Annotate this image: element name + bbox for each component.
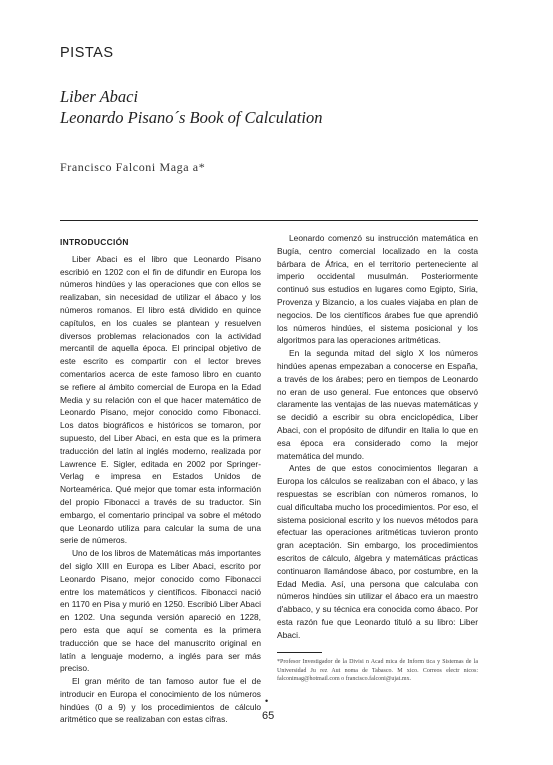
- paragraph: Leonardo comenzó su instrucción matemática en Bugía, centro comercial localizado en la costa bárbara de África, en el territorio perteneciente al imperio occidental musulmán. Posteriormente continuó sus estudios en lugares como Egipto, Siria, Provenza y Bizancio, a los cuales viajaba en plan de negocios. De los científicos árabes fue que aprendió los números hindúes, el sistema posicional y los algoritmos para las operaciones aritméticas.: [277, 233, 478, 346]
- section-label: PISTAS: [60, 45, 114, 61]
- page-number: 65: [262, 710, 275, 722]
- section-heading: INTRODUCCIÓN: [60, 237, 129, 247]
- paragraph: Uno de los libros de Matemáticas más importantes del siglo XIII en Europa es Liber Abaci, escrito por Leonardo Pisano, mejor conocido como Fibonacci entre los matemáticos y científicos. Fibonacci nació en 1170 en Pisa y murió en 1250. Escribió Liber Abaci en 1202. Una segunda versión apareció en 1228, pero esta que aquí se comenta es la primera traducción que se hace del manuscrito original en latín a lenguaje moderno, a inglés para ser más preciso.: [60, 548, 261, 674]
- header-divider: [60, 220, 478, 221]
- paragraph: Liber Abaci es el libro que Leonardo Pisano escribió en 1202 con el fin de difundir en Europa los números hindúes y las operaciones que con ellos se realizaban, sin necesidad de utilizar el ábaco y los números romanos. El libro está dividido en quince capítulos, en los cuales se plantean y resuelven diversos problemas relacionados con la actividad mercantil de aquella época. El principal objetivo de este escrito es compartir con el lector breves comentarios acerca de este famoso libro en cuanto se refiere al ámbito comercial de Europa en la Edad Media y su relación con el que hacer matemático de Leonardo Pisano, mejor conocido como Fibonacci. Los datos biográficos e históricos se tomaron, por supuesto, del Liber Abaci, en esta que es la primera traducción del latín al inglés moderno, realizada por Lawrence E. Sigler, editada en 2002 por Springer-Verlag e impresa en Estados Unidos de Norteamérica. Qué mejor que tomar esta información del propio Fibonacci a través de su traductor. Sin embargo, el comentario principal va sobre el método que Leonardo utiliza para calcular la suma de una serie de números.: [60, 253, 261, 546]
- left-column: [60, 232, 261, 726]
- footnote: *Profesor Investigador de la Divisi n Acad mica de Inform tica y Sistemas de la Universidad Ju rez Aut noma de Tabasco. M xico. Correos electr nicos: falconimag@hotmail.com o francisco.falconi@ujat.mx.: [277, 659, 478, 682]
- right-column: [277, 232, 478, 642]
- footnote-divider: [277, 652, 322, 653]
- title-line-2: Leonardo Pisano´s Book of Calculation: [60, 108, 323, 127]
- bullet-mark: •: [265, 696, 269, 706]
- article-title: [60, 86, 500, 128]
- paragraph: El gran mérito de tan famoso autor fue el de introducir en Europa el conocimiento de los números hindúes (0 a 9) y los procedimientos de cálculo aritmético que se realizaban con estas cifras.: [60, 676, 261, 725]
- author-name: Francisco Falconi Maga a*: [60, 160, 206, 174]
- paragraph: Antes de que estos conocimientos llegaran a Europa los cálculos se realizaban con el ábaco, y las respuestas se escribían con números romanos, lo cual dificultaba mucho los procedimientos. Por eso, el sistema posicional escrito y los nuevos métodos para efectuar las operaciones aritméticas tuvieron pronto gran aceptación. Sin embargo, los procedimientos escritos de cálculo, álgebra y matemáticas prácticas continuaron llamándose ábaco, por costumbre, en la Edad Media. Así, una persona que calculaba con números hindúes sin utilizar el ábaco era un maestro d'abbaco, y su técnica era conocida como ábaco. Por esta razón fue que Leonardo tituló a su libro: Liber Abaci.: [277, 463, 478, 640]
- title-line-1: Liber Abaci: [60, 87, 139, 106]
- paragraph: En la segunda mitad del siglo X los números hindúes apenas empezaban a conocerse en España, a través de los árabes; pero en tiempos de Leonardo no eran de uso general. Fue entonces que observó claramente las ventajas de las nuevas matemáticas y se decidió a escribir su obra enciclopédica, Liber Abaci, con el propósito de difundir en Italia lo que en esa época era considerado como la mejor matemática del mundo.: [277, 348, 478, 461]
